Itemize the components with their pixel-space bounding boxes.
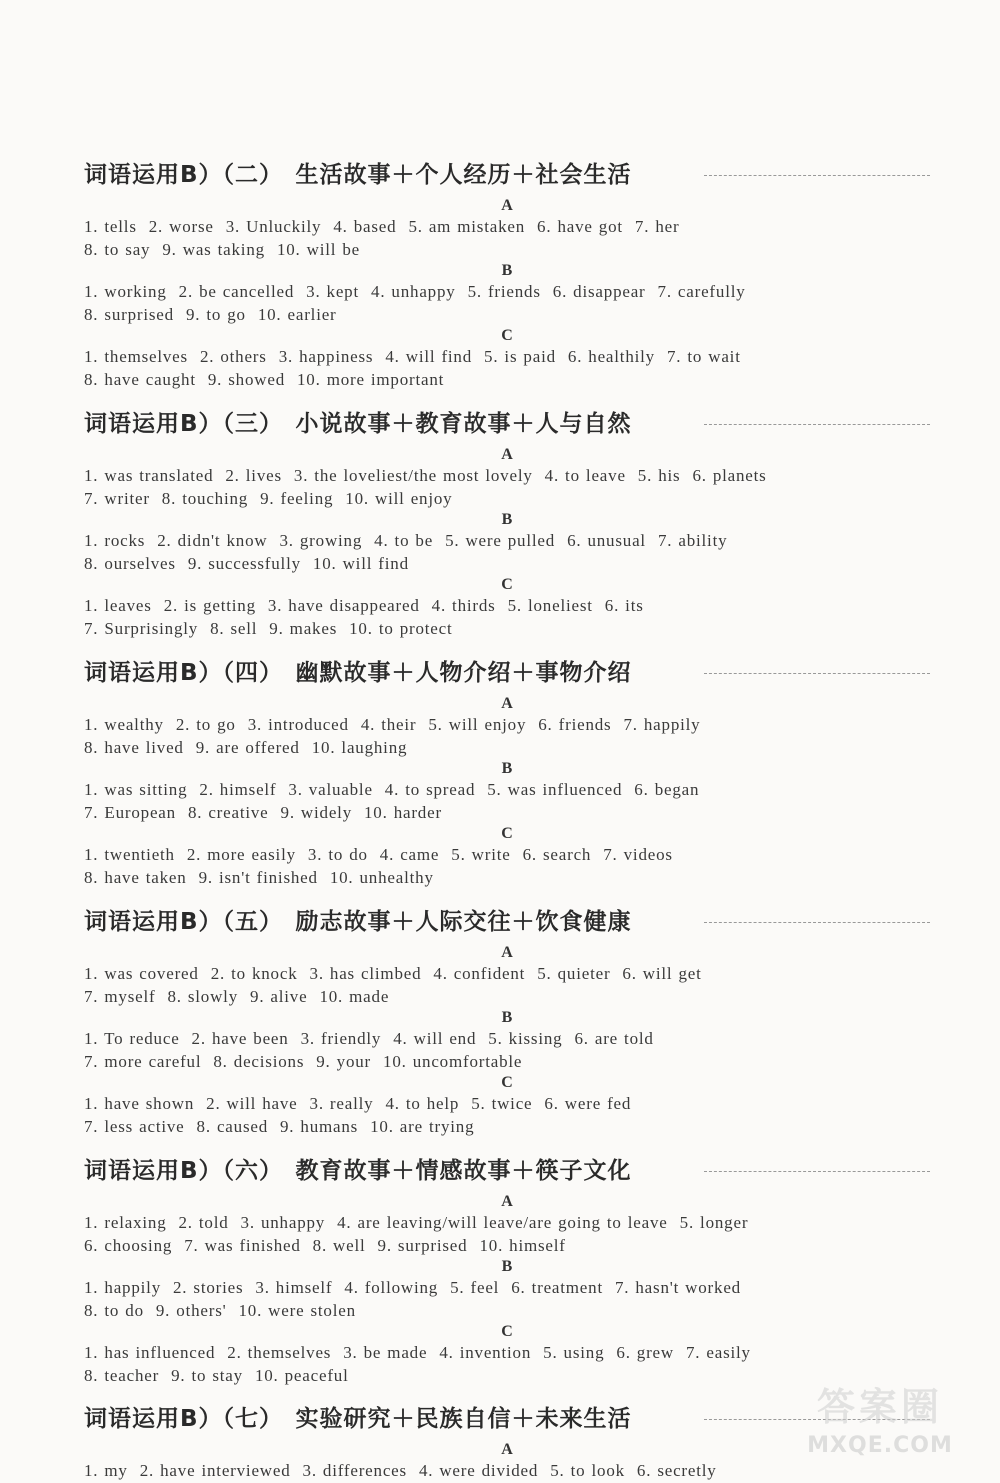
answer-item: 6. are told [574,1029,654,1048]
answer-item: 3. friendly [300,1029,382,1048]
answer-item: 8. have lived [84,737,184,757]
answer-item: 5. will enjoy [428,715,527,734]
answer-item: 7. European [84,802,176,822]
answer-item: 5. feel [450,1278,500,1297]
answer-item: 9. feeling [260,488,334,508]
dashed-rule [704,175,930,176]
answer-item: 3. himself [255,1278,333,1297]
answer-item: 9. are offered [195,737,300,757]
answer-item: 4. will end [393,1029,477,1048]
answer-item: 5. was influenced [487,780,623,799]
answer-item: 8. ourselves [84,553,176,573]
group-label: A [501,944,513,961]
answer-item: 7. hasn't worked [614,1278,741,1297]
answer-item: 1. themselves [84,347,188,366]
answer-group [84,1257,930,1322]
answer-line [84,1028,930,1051]
watermark-url: MXQE.COM [807,1433,953,1458]
section-title: 词语运用B）（七） 实验研究＋民族自信＋未来生活 [84,1406,632,1432]
answer-line [84,553,930,576]
answer-item: 1. rocks [84,531,146,550]
answer-item: 4. will find [385,347,473,366]
answer-line [84,369,930,392]
answer-item: 9. showed [207,369,285,389]
answer-item: 7. to wait [666,347,741,366]
answer-item: 3. introduced [247,715,349,734]
answer-item: 3. have disappeared [267,596,420,615]
answer-item: 2. themselves [227,1343,332,1362]
answer-item: 7. videos [603,845,673,864]
answer-item: 4. are leaving/will leave/are going to leave [337,1213,668,1232]
answer-group [84,575,930,640]
answer-item: 6. treatment [511,1278,603,1297]
answer-item: 10. uncomfortable [383,1051,523,1071]
answer-item: 3. differences [302,1461,407,1480]
answer-item: 9. makes [269,618,338,638]
answer-item: 4. to spread [384,780,476,799]
answer-item: 2. didn't know [157,531,268,550]
answer-item: 6. its [604,596,644,615]
answer-item: 5. kissing [488,1029,563,1048]
answer-item: 1. was covered [84,964,199,983]
answer-line [84,1277,930,1300]
answer-item: 2. have been [191,1029,289,1048]
answer-group [84,1192,930,1257]
answer-item: 2. stories [173,1278,244,1297]
answer-item: 7. less active [84,1116,185,1136]
answer-item: 9. surprised [377,1235,468,1255]
group-label: A [501,1441,513,1458]
answer-item: 5. is paid [484,347,556,366]
answer-item: 7. writer [84,488,150,508]
group-label: A [501,695,513,712]
answer-item: 5. friends [467,282,541,301]
group-label: C [501,825,513,842]
answer-item: 10. to protect [349,618,453,638]
answer-item: 10. harder [364,802,442,822]
answer-item: 9. isn't finished [198,867,318,887]
answer-item: 2. told [178,1213,229,1232]
answer-item: 4. to help [385,1094,460,1113]
answer-item: 3. Unluckily [225,217,322,236]
answer-line [84,216,930,239]
answer-item: 3. has climbed [309,964,422,983]
answer-section [84,160,930,391]
answer-item: 8. touching [161,488,249,508]
answer-item: 6. search [522,845,592,864]
answer-section [84,658,930,889]
answer-item: 7. easily [685,1343,751,1362]
answer-line [84,1093,930,1116]
answer-item: 9. was taking [162,239,265,259]
answer-item: 6. unusual [567,531,646,550]
dashed-rule [704,922,930,923]
answer-line [84,1235,930,1258]
section-header [84,658,930,694]
answer-group [84,1322,930,1387]
answer-group [84,694,930,759]
section-title: 词语运用B）（五） 励志故事＋人际交往＋饮食健康 [84,909,632,935]
answer-item: 8. caused [196,1116,268,1136]
answer-item: 2. himself [199,780,277,799]
answer-item: 8. have taken [84,867,187,887]
answer-item: 5. using [543,1343,605,1362]
group-label: C [501,327,513,344]
group-label: B [501,1258,513,1275]
answer-item: 5. his [637,466,681,485]
answer-item: 1. twentieth [84,845,175,864]
answer-section [84,1156,930,1387]
answer-section [84,907,930,1138]
answer-item: 8. decisions [213,1051,305,1071]
answer-item: 6. grew [616,1343,674,1362]
answer-item: 9. humans [280,1116,359,1136]
answer-line [84,595,930,618]
answer-item: 9. to stay [171,1365,243,1385]
answer-line [84,963,930,986]
answer-group [84,1008,930,1073]
answer-item: 5. loneliest [507,596,593,615]
answer-item: 7. her [634,217,680,236]
answer-item: 8. creative [187,802,269,822]
answer-item: 6. were fed [544,1094,632,1113]
answer-item: 1. tells [84,217,137,236]
dashed-rule [704,1171,930,1172]
dashed-rule [704,673,930,674]
answer-item: 4. unhappy [371,282,456,301]
answer-item: 9. successfully [187,553,301,573]
answer-line [84,867,930,890]
answer-item: 1. have shown [84,1094,195,1113]
answer-item: 4. to leave [544,466,626,485]
answer-item: 6. choosing [84,1235,173,1255]
answer-item: 1. happily [84,1278,161,1297]
answer-item: 4. based [333,217,397,236]
group-label: A [501,1193,513,1210]
answer-group [84,445,930,510]
answer-item: 7. happily [623,715,701,734]
answer-item: 4. following [344,1278,439,1297]
watermark [780,1383,980,1463]
answer-item: 10. earlier [257,304,337,324]
group-label: C [501,1323,513,1340]
answer-item: 5. were pulled [445,531,556,550]
answer-item: 10. more important [297,369,445,389]
answer-item: 7. was finished [184,1235,301,1255]
answer-item: 6. planets [692,466,767,485]
answer-item: 10. were stolen [238,1300,356,1320]
answer-item: 7. more careful [84,1051,202,1071]
answer-line [84,1212,930,1235]
answer-item: 4. thirds [431,596,496,615]
answer-section [84,409,930,640]
section-title: 词语运用B）（三） 小说故事＋教育故事＋人与自然 [84,411,632,437]
answer-item: 3. be made [343,1343,428,1362]
answer-item: 1. was sitting [84,780,188,799]
answer-item: 5. to look [550,1461,625,1480]
answer-line [84,346,930,369]
answer-item: 1. has influenced [84,1343,216,1362]
section-title: 词语运用B）（六） 教育故事＋情感故事＋筷子文化 [84,1158,632,1184]
answer-group [84,510,930,575]
group-label: B [501,262,513,279]
answer-line [84,986,930,1009]
answer-item: 4. their [360,715,417,734]
answer-item: 9. widely [280,802,352,822]
answer-item: 2. is getting [163,596,256,615]
answer-item: 8. to do [84,1300,144,1320]
answer-item: 9. your [316,1051,372,1071]
answer-item: 3. unhappy [240,1213,326,1232]
answer-line [84,779,930,802]
answer-item: 10. unhealthy [329,867,434,887]
answer-item: 6. disappear [552,282,646,301]
answer-line [84,802,930,825]
answer-item: 5. am mistaken [408,217,526,236]
answer-item: 4. came [379,845,440,864]
answer-line [84,530,930,553]
answer-item: 5. longer [679,1213,749,1232]
answer-line [84,1116,930,1139]
answer-group [84,196,930,261]
answer-item: 10. himself [479,1235,566,1255]
answer-item: 10. laughing [311,737,408,757]
answer-item: 9. alive [250,986,308,1006]
answer-item: 5. twice [471,1094,533,1113]
answer-item: 3. kept [306,282,360,301]
answer-item: 1. was translated [84,466,214,485]
answer-item: 3. growing [279,531,363,550]
answer-item: 10. will find [312,553,409,573]
answer-item: 1. relaxing [84,1213,167,1232]
answer-item: 2. to knock [210,964,298,983]
answer-item: 7. carefully [657,282,746,301]
answer-line [84,304,930,327]
answer-item: 6. will get [622,964,702,983]
answer-group [84,824,930,889]
answer-item: 7. ability [657,531,728,550]
answer-item: 2. lives [225,466,282,485]
answer-group [84,943,930,1008]
answer-item: 8. sell [210,618,258,638]
answer-item: 9. others' [155,1300,227,1320]
answer-item: 6. healthily [567,347,655,366]
group-label: C [501,576,513,593]
answer-item: 2. others [199,347,267,366]
section-title: 词语运用B）（二） 生活故事＋个人经历＋社会生活 [84,162,632,188]
answer-item: 8. to say [84,239,151,259]
answer-item: 5. write [451,845,511,864]
answer-item: 3. to do [307,845,368,864]
group-label: A [501,446,513,463]
section-header [84,409,930,445]
answer-item: 3. the loveliest/the most lovely [293,466,533,485]
answer-item: 2. more easily [186,845,296,864]
answer-item: 1. To reduce [84,1029,180,1048]
answer-group [84,326,930,391]
answer-item: 8. slowly [167,986,239,1006]
answer-group [84,261,930,326]
section-header [84,160,930,196]
answer-line [84,844,930,867]
group-label: B [501,760,513,777]
answer-item: 8. surprised [84,304,174,324]
answer-line [84,1460,930,1483]
answer-item: 9. to go [185,304,246,324]
answer-item: 10. peaceful [254,1365,349,1385]
answer-item: 10. are trying [370,1116,475,1136]
answer-line [84,1051,930,1074]
answer-line [84,465,930,488]
answer-item: 6. began [634,780,700,799]
answer-line [84,281,930,304]
answer-item: 1. wealthy [84,715,164,734]
answer-item: 1. leaves [84,596,152,615]
answer-item: 2. to go [175,715,236,734]
answer-item: 4. were divided [418,1461,539,1480]
answer-item: 2. will have [206,1094,298,1113]
answer-item: 4. confident [433,964,526,983]
answer-item: 4. to be [374,531,434,550]
dashed-rule [704,424,930,425]
section-title: 词语运用B）（四） 幽默故事＋人物介绍＋事物介绍 [84,660,632,686]
group-label: C [501,1074,513,1091]
answer-item: 6. have got [537,217,623,236]
group-label: B [501,1009,513,1026]
answer-item: 3. happiness [278,347,374,366]
answer-line [84,618,930,641]
answer-item: 10. will enjoy [345,488,453,508]
answer-line [84,714,930,737]
answer-item: 3. really [309,1094,374,1113]
answer-item: 1. my [84,1461,128,1480]
answer-group [84,1073,930,1138]
answer-group [84,759,930,824]
answer-item: 2. be cancelled [178,282,295,301]
answer-item: 10. will be [276,239,360,259]
answer-line [84,239,930,262]
watermark-logo: 答案圈 [816,1385,943,1429]
answer-item: 6. secretly [636,1461,717,1480]
answer-item: 5. quieter [537,964,611,983]
answer-item: 8. teacher [84,1365,160,1385]
answer-line [84,1300,930,1323]
section-header [84,1156,930,1192]
answer-line [84,737,930,760]
answer-item: 7. myself [84,986,156,1006]
answer-item: 8. have caught [84,369,196,389]
answer-item: 10. made [319,986,390,1006]
answer-item: 7. Surprisingly [84,618,199,638]
section-header [84,907,930,943]
group-label: A [501,197,513,214]
answer-item: 4. invention [439,1343,532,1362]
answer-item: 2. have interviewed [139,1461,291,1480]
answer-item: 2. worse [148,217,214,236]
answer-item: 3. valuable [288,780,373,799]
answer-item: 6. friends [538,715,612,734]
answer-line [84,1342,930,1365]
answer-item: 8. well [312,1235,366,1255]
answer-item: 1. working [84,282,167,301]
answer-line [84,488,930,511]
group-label: B [501,511,513,528]
